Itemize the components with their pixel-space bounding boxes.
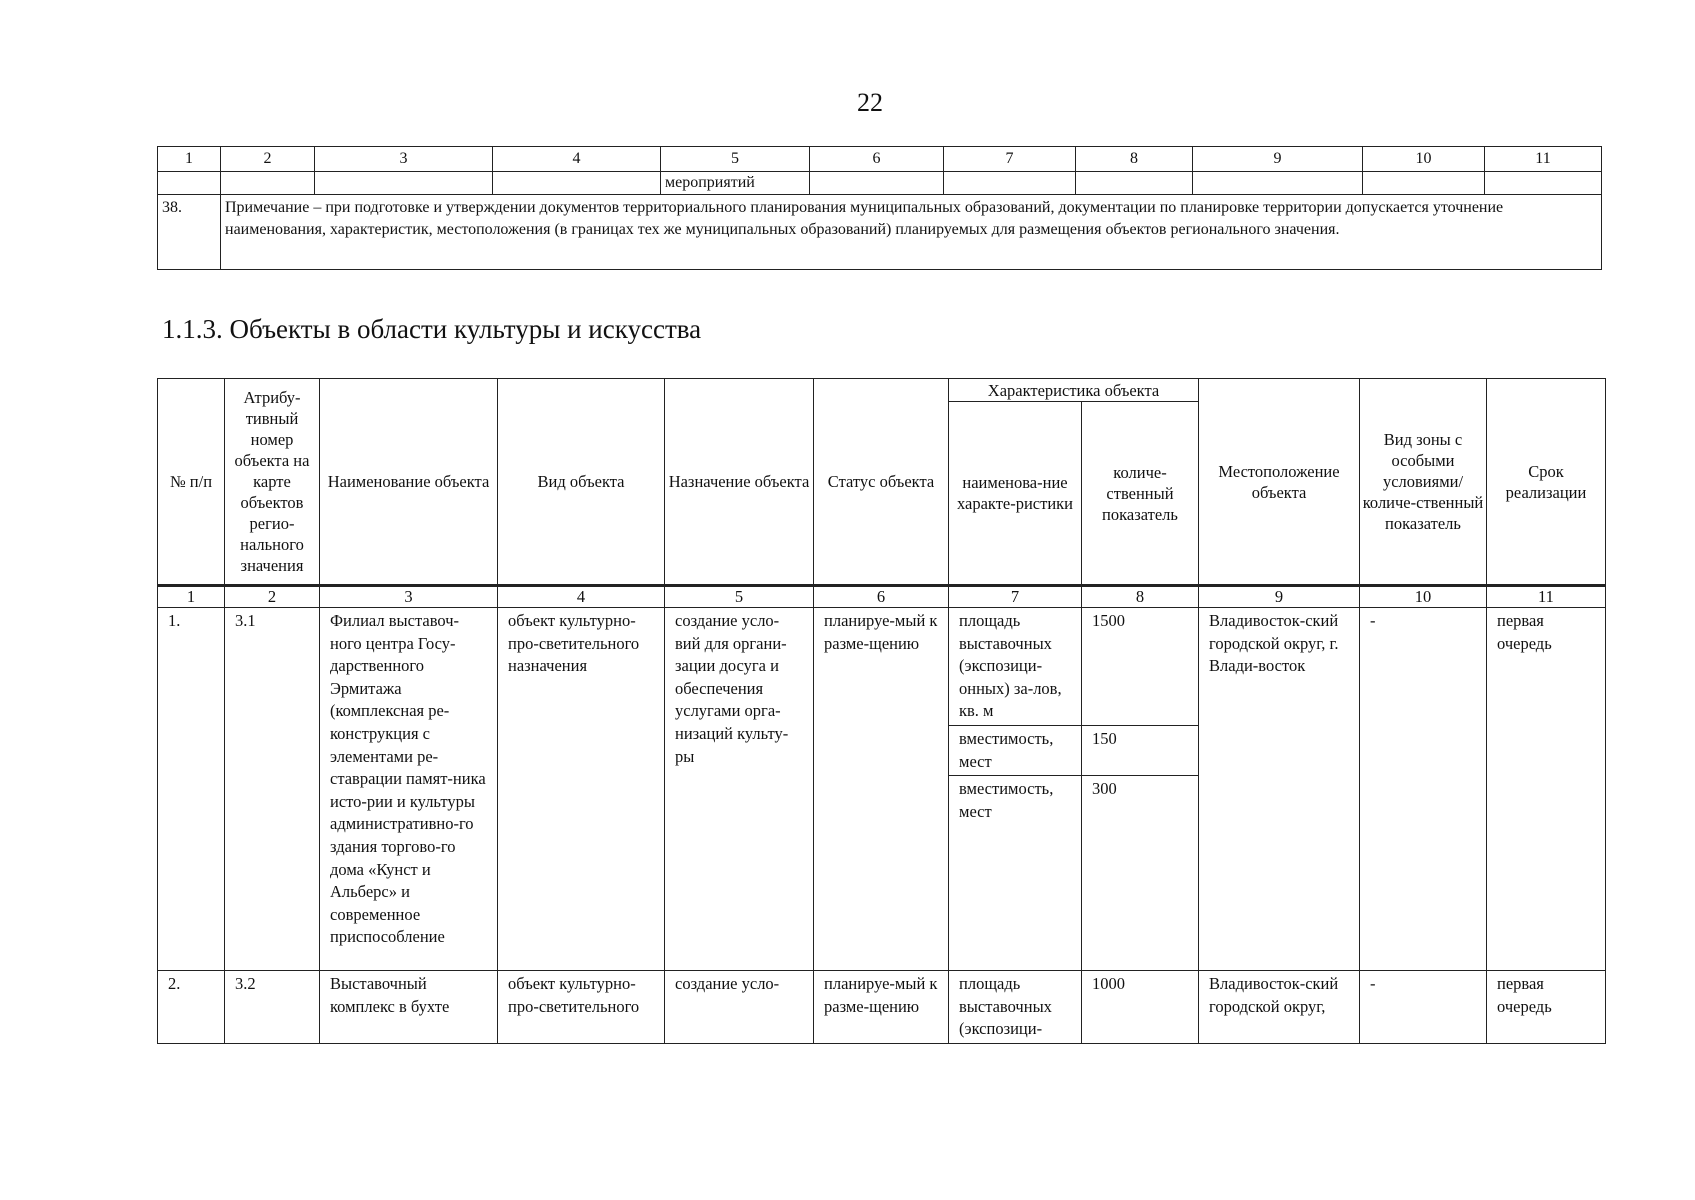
column-number: 9 bbox=[1193, 147, 1363, 172]
row-kind: объект культурно-про-светительного назначения bbox=[498, 608, 665, 971]
char-value: 1000 bbox=[1082, 971, 1199, 1044]
column-number: 8 bbox=[1076, 147, 1193, 172]
column-number: 10 bbox=[1360, 586, 1487, 608]
column-number: 10 bbox=[1363, 147, 1485, 172]
column-number: 6 bbox=[814, 586, 949, 608]
column-number: 3 bbox=[315, 147, 493, 172]
section-heading: 1.1.3. Объекты в области культуры и искусства bbox=[162, 314, 702, 344]
column-number: 2 bbox=[225, 586, 320, 608]
column-number: 7 bbox=[949, 586, 1082, 608]
header-characteristics-group: Характеристика объекта bbox=[949, 379, 1199, 402]
row-location: Владивосток-ский городской округ, bbox=[1199, 971, 1360, 1044]
header-row bbox=[158, 379, 1606, 402]
column-number: 9 bbox=[1199, 586, 1360, 608]
table-row bbox=[158, 971, 1606, 1044]
header-zone: Вид зоны с особыми условиями/ количе-ственный показатель bbox=[1360, 379, 1487, 586]
row-number: 1. bbox=[158, 608, 225, 971]
char-name: площадь выставочных (экспозици-онных) за-лов, кв. м bbox=[949, 608, 1082, 726]
column-number: 5 bbox=[665, 586, 814, 608]
previous-table bbox=[157, 146, 1602, 270]
row-term: первая очередь bbox=[1487, 971, 1606, 1044]
header-char-name: наименова-ние характе-ристики bbox=[949, 402, 1082, 586]
header-location: Местоположение объекта bbox=[1199, 379, 1360, 586]
row-zone: - bbox=[1360, 608, 1487, 971]
column-number: 8 bbox=[1082, 586, 1199, 608]
continuation-cell: мероприятий bbox=[661, 172, 810, 195]
column-number: 5 bbox=[661, 147, 810, 172]
char-name: вместимость, мест bbox=[949, 776, 1082, 971]
header-purpose: Назначение объекта bbox=[665, 379, 814, 586]
note-text: Примечание – при подготовке и утверждении документов территориального планирования муниципальных образований, документации по планировке территории допускается уточнение наименования, характеристик, местоположения (в границах тех же муниципальных образований) планируемых для размещения объектов регионального значения. bbox=[221, 195, 1602, 270]
char-value: 150 bbox=[1082, 725, 1199, 775]
header-attr: Атрибу-тивный номер объекта на карте объектов регио-нального значения bbox=[225, 379, 320, 586]
row-status: планируе-мый к разме-щению bbox=[814, 971, 949, 1044]
row-purpose: создание усло-вий для органи-зации досуга и обеспечения услугами орга-низаций культу-ры bbox=[665, 608, 814, 971]
column-number: 11 bbox=[1485, 147, 1602, 172]
char-value: 300 bbox=[1082, 776, 1199, 971]
row-attr: 3.2 bbox=[225, 971, 320, 1044]
row-zone: - bbox=[1360, 971, 1487, 1044]
culture-objects-table bbox=[157, 378, 1606, 1044]
column-number-row bbox=[158, 586, 1606, 608]
row-location: Владивосток-ский городской округ, г. Влади-восток bbox=[1199, 608, 1360, 971]
row-status: планируе-мый к разме-щению bbox=[814, 608, 949, 971]
char-name: вместимость, мест bbox=[949, 725, 1082, 775]
column-number: 11 bbox=[1487, 586, 1606, 608]
column-number: 7 bbox=[944, 147, 1076, 172]
row-name: Филиал выставоч-ного центра Госу-дарственного Эрмитажа (комплексная ре-конструкция с элементами ре-ставрации памят-ника исто-рии и культуры административно-го здания торгово-го дома «Кунст и Альберс» и современное приспособление bbox=[320, 608, 498, 971]
table-row bbox=[158, 608, 1606, 726]
header-kind: Вид объекта bbox=[498, 379, 665, 586]
column-number: 4 bbox=[493, 147, 661, 172]
row-term: первая очередь bbox=[1487, 608, 1606, 971]
char-value: 1500 bbox=[1082, 608, 1199, 726]
header-num: № п/п bbox=[158, 379, 225, 586]
column-number: 6 bbox=[810, 147, 944, 172]
column-number: 4 bbox=[498, 586, 665, 608]
column-number: 1 bbox=[158, 586, 225, 608]
note-row bbox=[158, 195, 1602, 270]
header-name: Наименование объекта bbox=[320, 379, 498, 586]
row-kind: объект культурно-про-светительного bbox=[498, 971, 665, 1044]
row-attr: 3.1 bbox=[225, 608, 320, 971]
row-purpose: создание усло- bbox=[665, 971, 814, 1044]
header-term: Срок реализации bbox=[1487, 379, 1606, 586]
char-name: площадь выставочных (экспозици- bbox=[949, 971, 1082, 1044]
row-name: Выставочный комплекс в бухте bbox=[320, 971, 498, 1044]
column-number: 3 bbox=[320, 586, 498, 608]
note-number: 38. bbox=[158, 195, 221, 270]
column-number-row bbox=[158, 147, 1602, 172]
header-status: Статус объекта bbox=[814, 379, 949, 586]
row-number: 2. bbox=[158, 971, 225, 1044]
column-number: 1 bbox=[158, 147, 221, 172]
column-number: 2 bbox=[221, 147, 315, 172]
header-char-value: количе-ственный показатель bbox=[1082, 402, 1199, 586]
table-row bbox=[158, 172, 1602, 195]
page-number: 22 bbox=[857, 88, 883, 117]
